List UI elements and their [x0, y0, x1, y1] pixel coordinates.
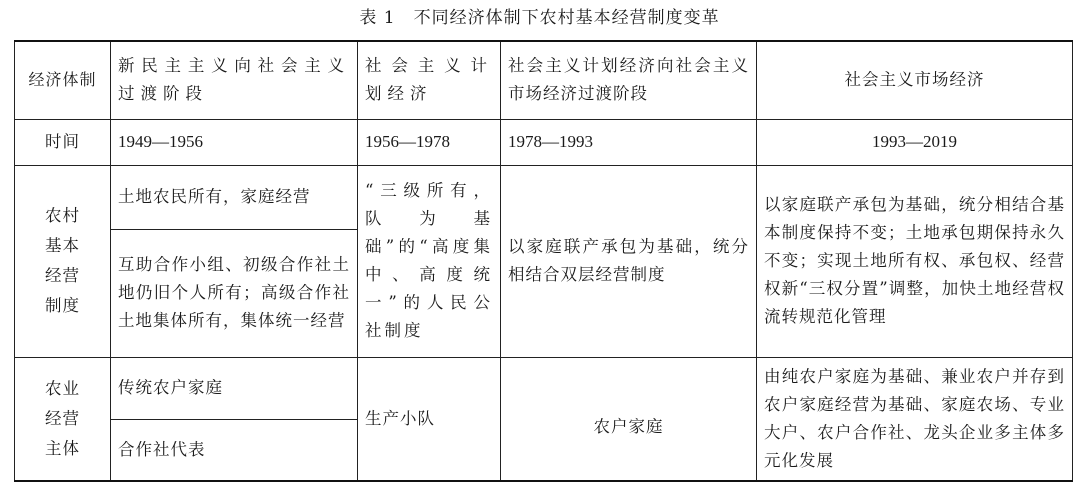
time-period-2: 1956—1978: [358, 119, 501, 165]
institution-table: [14, 40, 1073, 482]
entity-period-2: 生产小队: [358, 357, 501, 481]
time-period-1: 1949—1956: [111, 119, 358, 165]
system-label: 农村基本经营制度: [15, 165, 111, 357]
entity-period-3: 农户家庭: [501, 357, 757, 481]
system-period-1a: 土地农民所有，家庭经营: [111, 165, 358, 229]
header-economic-system: 经济体制: [15, 41, 111, 119]
header-planned-to-market: 社会主义计划经济向社会主义市场经济过渡阶段: [501, 41, 757, 119]
entity-period-1b: 合作社代表: [111, 419, 358, 481]
system-period-2: “三级所有，队为基础”的“高度集中、高度统一”的人民公社制度: [358, 165, 501, 357]
entity-period-4: 由纯农户家庭为基础、兼业农户并存到农户家庭经营为基础、家庭农场、专业大户、农户合作社、龙头企业多主体多元化发展: [757, 357, 1073, 481]
header-market-economy: 社会主义市场经济: [757, 41, 1073, 119]
system-period-4: 以家庭联产承包为基础，统分相结合基本制度保持不变；土地承包期保持永久不变；实现土地所有权、承包权、经营权新“三权分置”调整，加快土地经营权流转规范化管理: [757, 165, 1073, 357]
entity-row-a: [15, 357, 1073, 419]
time-row: [15, 119, 1073, 165]
system-row-a: [15, 165, 1073, 229]
system-period-3: 以家庭联产承包为基础，统分相结合双层经营制度: [501, 165, 757, 357]
entity-label: 农业经营主体: [15, 357, 111, 481]
table-number: 表 1: [359, 8, 396, 28]
system-period-1b: 互助合作小组、初级合作社土地仍旧个人所有；高级合作社土地集体所有，集体统一经营: [111, 229, 358, 357]
time-label: 时间: [15, 119, 111, 165]
header-transition-stage: 新民主主义向社会主义过渡阶段: [111, 41, 358, 119]
time-period-3: 1978—1993: [501, 119, 757, 165]
header-row: [15, 41, 1073, 119]
table-caption: [0, 6, 1079, 30]
header-planned-economy: 社会主义计划经济: [358, 41, 501, 119]
table-title: 不同经济体制下农村基本经营制度变革: [413, 8, 720, 28]
time-period-4: 1993—2019: [757, 119, 1073, 165]
entity-period-1a: 传统农户家庭: [111, 357, 358, 419]
